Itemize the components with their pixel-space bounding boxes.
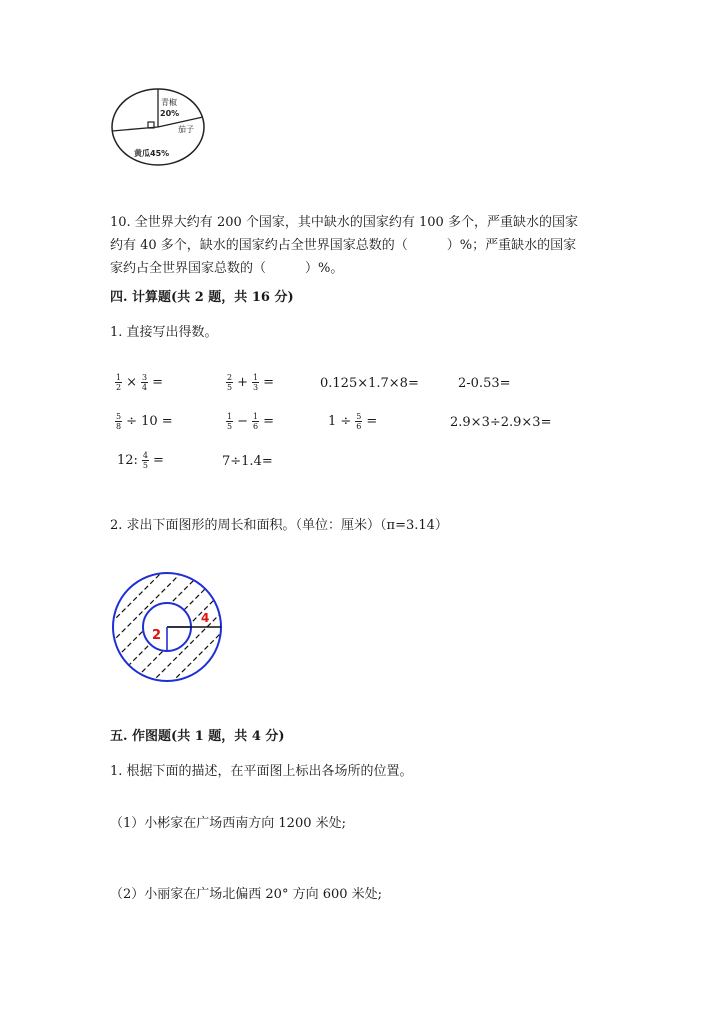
section5-item1: （1）小彬家在广场西南方向 1200 米处; [110, 816, 346, 831]
numerator: 1 [116, 373, 122, 382]
denominator: 4 [142, 383, 148, 392]
section5-item2: （2）小丽家在广场北偏西 20° 方向 600 米处; [110, 887, 383, 902]
expr-10: 7÷1.4= [222, 454, 273, 469]
denominator: 5 [227, 383, 233, 392]
denominator: 6 [356, 422, 362, 431]
expr-6 [224, 412, 276, 431]
q10-line1: 10. 全世界大约有 200 个国家，其中缺水的国家约有 100 多个，严重缺水的国家 [110, 215, 578, 230]
fraction [226, 412, 233, 431]
expr-4: 2-0.53= [458, 376, 511, 391]
pie-label-qingjiao-pct: 20% [160, 109, 180, 118]
equals: = [153, 453, 164, 468]
operator-pre: 12: [117, 453, 138, 468]
outer-radius-label: 4 [201, 611, 210, 625]
fraction [252, 373, 259, 392]
numerator: 3 [142, 373, 148, 382]
fraction [252, 412, 259, 431]
section5-q1-title: 1. 根据下面的描述，在平面图上标出各场所的位置。 [110, 764, 413, 779]
expr-1 [113, 373, 165, 392]
q10-line3: 家约占全世界国家总数的（ ）%。 [110, 261, 344, 276]
numerator: 1 [227, 412, 233, 421]
pie-label-qiezi: 茄子 [178, 125, 194, 134]
pie-chart-figure [104, 86, 214, 168]
expr-2 [224, 373, 276, 392]
operator: + [237, 375, 248, 390]
expr-7 [326, 412, 379, 431]
expr-9 [115, 451, 166, 470]
section4-title: 四. 计算题(共 2 题，共 16 分) [110, 290, 294, 305]
operator: − [237, 414, 248, 429]
denominator: 5 [227, 422, 233, 431]
fraction [115, 373, 122, 392]
denominator: 5 [142, 461, 149, 470]
inner-radius-label: 2 [152, 628, 162, 643]
numerator: 1 [253, 373, 259, 382]
numerator: 5 [116, 412, 122, 421]
operator-pre: 1 ÷ [328, 414, 352, 429]
fraction [141, 373, 148, 392]
numerator: 5 [356, 412, 362, 421]
pie-label-qingjiao: 青椒 [161, 98, 177, 107]
numerator: 1 [253, 412, 259, 421]
fraction [226, 373, 233, 392]
section4-q2-title: 2. 求出下面图形的周长和面积。（单位：厘米）（π=3.14） [110, 518, 448, 533]
expr-5 [113, 412, 175, 431]
denominator: 2 [116, 383, 122, 392]
fraction [115, 412, 122, 431]
numerator: 2 [227, 373, 233, 382]
equals: = [366, 414, 378, 429]
section5-title: 五. 作图题(共 1 题，共 4 分) [110, 729, 285, 744]
equals: = [263, 375, 274, 390]
equals: = [152, 375, 163, 390]
denominator: 8 [116, 422, 122, 431]
operator: × [126, 375, 137, 390]
expr-8: 2.9×3÷2.9×3= [450, 415, 552, 430]
denominator: 6 [253, 422, 259, 431]
operator-rest: ÷ 10 = [126, 414, 173, 429]
section4-q1-title: 1. 直接写出得数。 [110, 325, 218, 340]
denominator: 3 [253, 383, 259, 392]
numerator: 4 [142, 451, 149, 460]
expr-3: 0.125×1.7×8= [320, 376, 419, 391]
ring-hatching [108, 566, 230, 690]
ring-figure [108, 566, 230, 690]
q10-line2: 约有 40 多个，缺水的国家约占全世界国家总数的（ ）%；严重缺水的国家 [110, 238, 577, 253]
equals: = [263, 414, 274, 429]
fraction [355, 412, 362, 431]
pie-label-huanggua: 黄瓜45% [134, 149, 170, 158]
fraction [142, 451, 149, 470]
